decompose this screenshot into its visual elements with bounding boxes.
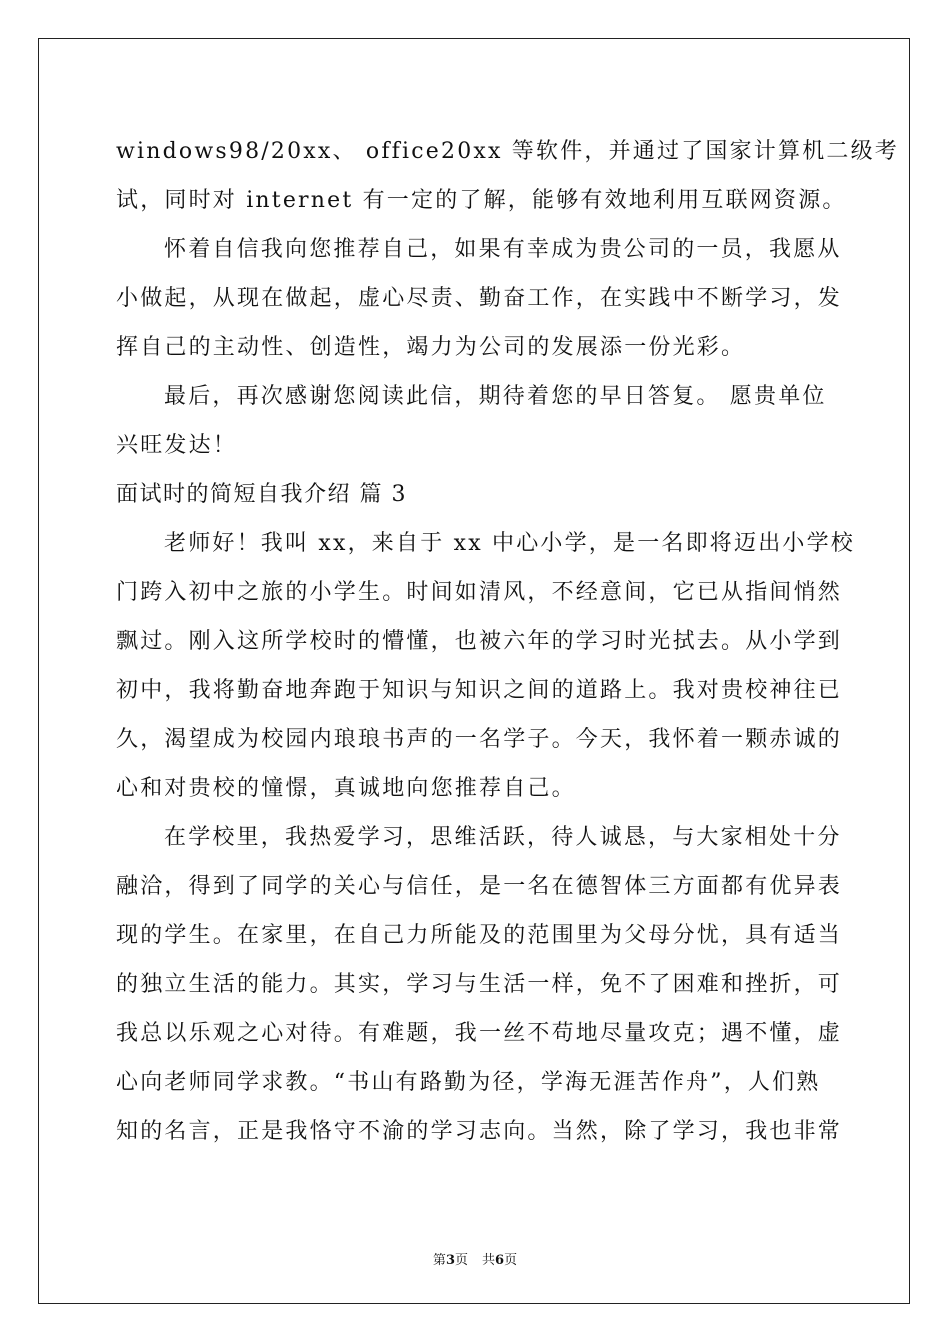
text-line: 试，同时对 internet 有一定的了解，能够有效地利用互联网资源。 [116, 188, 847, 213]
text-line: 兴旺发达！ [116, 433, 238, 458]
document-body [116, 127, 900, 1156]
page-current: 3 [445, 1253, 455, 1268]
total-suffix: 页 [504, 1253, 518, 1268]
text-line: 小做起，从现在做起，虚心尽责、勤奋工作，在实践中不断学习，发 [116, 286, 843, 311]
paragraph-start: 怀着自信我向您推荐自己，如果有幸成为贵公司的一员，我愿从 [164, 237, 842, 262]
page-footer [0, 1249, 950, 1268]
text-line: 的独立生活的能力。其实，学习与生活一样，免不了困难和挫折，可 [116, 972, 843, 997]
text-line: 融洽，得到了同学的关心与信任，是一名在德智体三方面都有优异表 [116, 874, 843, 899]
text-line: 初中，我将勤奋地奔跑于知识与知识之间的道路上。我对贵校神往已 [116, 678, 843, 703]
text-line: 心和对贵校的憧憬，真诚地向您推荐自己。 [116, 776, 576, 801]
section-heading: 面试时的简短自我介绍 篇 3 [116, 482, 407, 507]
page-total: 6 [495, 1253, 505, 1268]
text-line: 我总以乐观之心对待。有难题，我一丝不苟地尽量攻克；遇不懂，虚 [116, 1021, 843, 1046]
text-line: windows98/20xx、 office20xx 等软件，并通过了国家计算机二级考 [116, 139, 900, 164]
text-line: 久，渴望成为校园内琅琅书声的一名学子。今天，我怀着一颗赤诚的 [116, 727, 843, 752]
text-line: 心向老师同学求教。“书山有路勤为径，学海无涯苦作舟”，人们熟 [116, 1070, 821, 1095]
total-prefix: 共 [482, 1253, 496, 1268]
text-line: 门跨入初中之旅的小学生。时间如清风，不经意间，它已从指间悄然 [116, 580, 843, 605]
text-line: 飘过。刚入这所学校时的懵懂，也被六年的学习时光拭去。从小学到 [116, 629, 843, 654]
text-line: 挥自己的主动性、创造性，竭力为公司的发展添一份光彩。 [116, 335, 746, 360]
page-mid: 页 [454, 1253, 468, 1268]
paragraph-start: 最后，再次感谢您阅读此信，期待着您的早日答复。 愿贵单位 [164, 384, 827, 409]
text-line: 现的学生。在家里，在自己力所能及的范围里为父母分忧，具有适当 [116, 923, 843, 948]
paragraph-start: 在学校里，我热爱学习，思维活跃，待人诚恳，与大家相处十分 [164, 825, 842, 850]
page-prefix: 第 [432, 1253, 446, 1268]
text-line: 知的名言，正是我恪守不渝的学习志向。当然，除了学习，我也非常 [116, 1119, 843, 1144]
paragraph-start: 老师好！我叫 xx，来自于 xx 中心小学，是一名即将迈出小学校 [164, 531, 856, 556]
